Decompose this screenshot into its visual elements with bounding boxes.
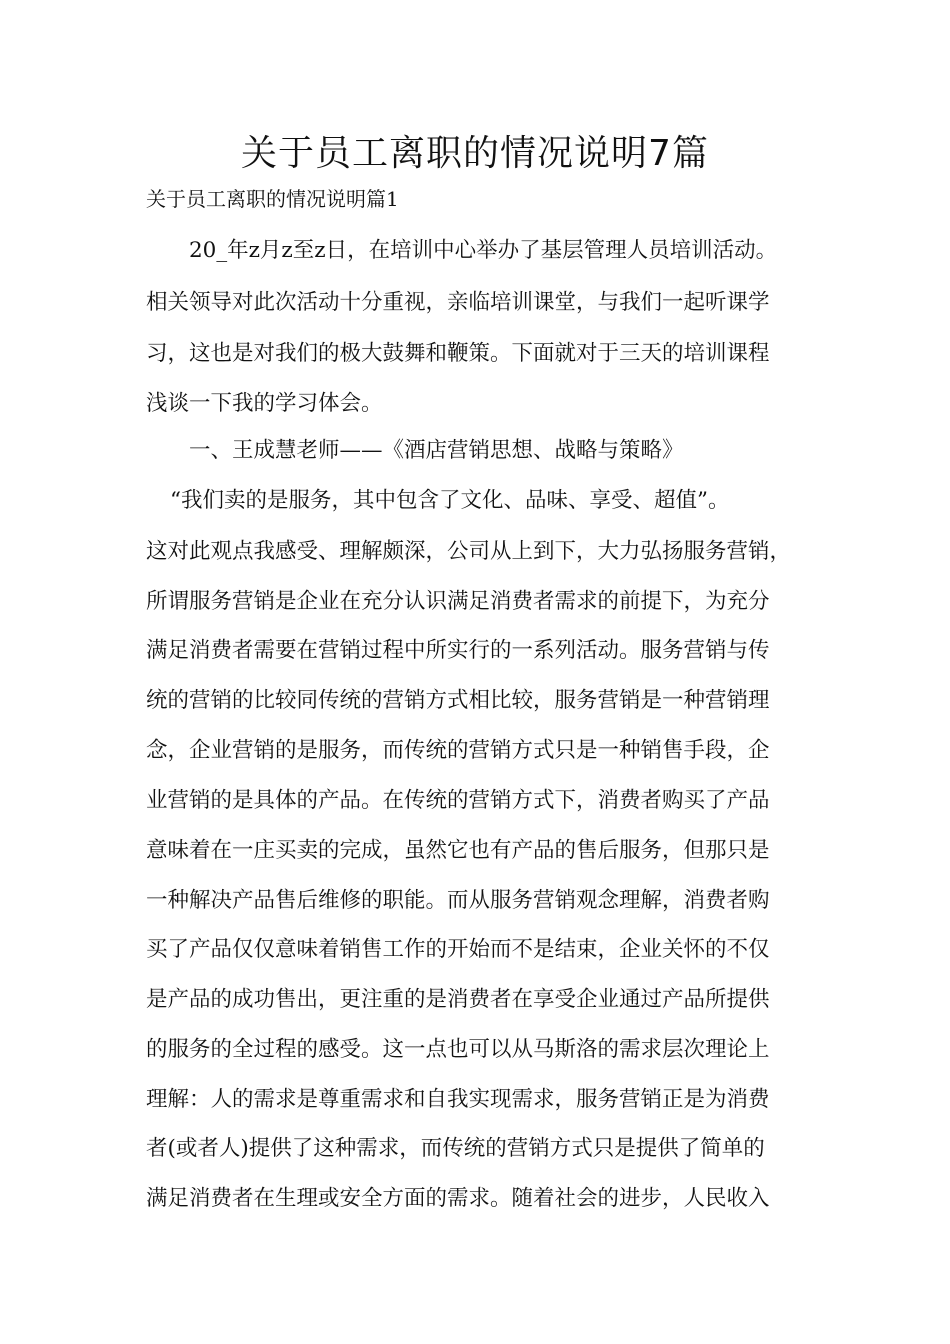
paragraph-line: 念，企业营销的是服务，而传统的营销方式只是一种销售手段，企 bbox=[146, 738, 770, 763]
paragraph-line: 者(或者人)提供了这种需求，而传统的营销方式只是提供了简单的 bbox=[146, 1136, 765, 1161]
paragraph-line: 满足消费者需要在营销过程中所实行的一系列活动。服务营销与传 bbox=[146, 638, 770, 663]
paragraph-line: 统的营销的比较同传统的营销方式相比较，服务营销是一种营销理 bbox=[146, 688, 770, 713]
paragraph-line: 这对此观点我感受、理解颇深，公司从上到下，大力弘扬服务营销， bbox=[146, 539, 792, 564]
paragraph-line: 的服务的全过程的感受。这一点也可以从马斯洛的需求层次理论上 bbox=[146, 1037, 770, 1062]
paragraph-line: 意味着在一庄买卖的完成，虽然它也有产品的售后服务，但那只是 bbox=[146, 838, 770, 863]
paragraph-line: 满足消费者在生理或安全方面的需求。随着社会的进步，人民收入 bbox=[146, 1186, 770, 1211]
paragraph-line: 所谓服务营销是企业在充分认识满足消费者需求的前提下，为充分 bbox=[146, 589, 770, 614]
paragraph-line: “我们卖的是服务，其中包含了文化、品味、享受、超值”。 bbox=[170, 488, 730, 513]
subsection-heading: 一、王成慧老师——《酒店营销思想、战略与策略》 bbox=[189, 438, 684, 463]
paragraph-line: 买了产品仅仅意味着销售工作的开始而不是结束，企业关怀的不仅 bbox=[146, 937, 770, 962]
paragraph-line: 习，这也是对我们的极大鼓舞和鞭策。下面就对于三天的培训课程 bbox=[146, 341, 770, 366]
paragraph-line: 是产品的成功售出，更注重的是消费者在享受企业通过产品所提供 bbox=[146, 987, 770, 1012]
paragraph-line: 浅谈一下我的学习体会。 bbox=[146, 391, 383, 416]
section-heading: 关于员工离职的情况说明篇1 bbox=[146, 187, 399, 211]
paragraph-line: 理解：人的需求是尊重需求和自我实现需求，服务营销正是为消费 bbox=[146, 1087, 770, 1112]
paragraph-line: 相关领导对此次活动十分重视，亲临培训课堂，与我们一起听课学 bbox=[146, 290, 770, 315]
paragraph-line: 业营销的是具体的产品。在传统的营销方式下，消费者购买了产品 bbox=[146, 788, 770, 813]
document-title: 关于员工离职的情况说明7篇 bbox=[241, 133, 709, 174]
paragraph-line: 一种解决产品售后维修的职能。而从服务营销观念理解，消费者购 bbox=[146, 888, 770, 913]
paragraph-line: 20_年z月z至z日，在培训中心举办了基层管理人员培训活动。 bbox=[189, 238, 778, 263]
